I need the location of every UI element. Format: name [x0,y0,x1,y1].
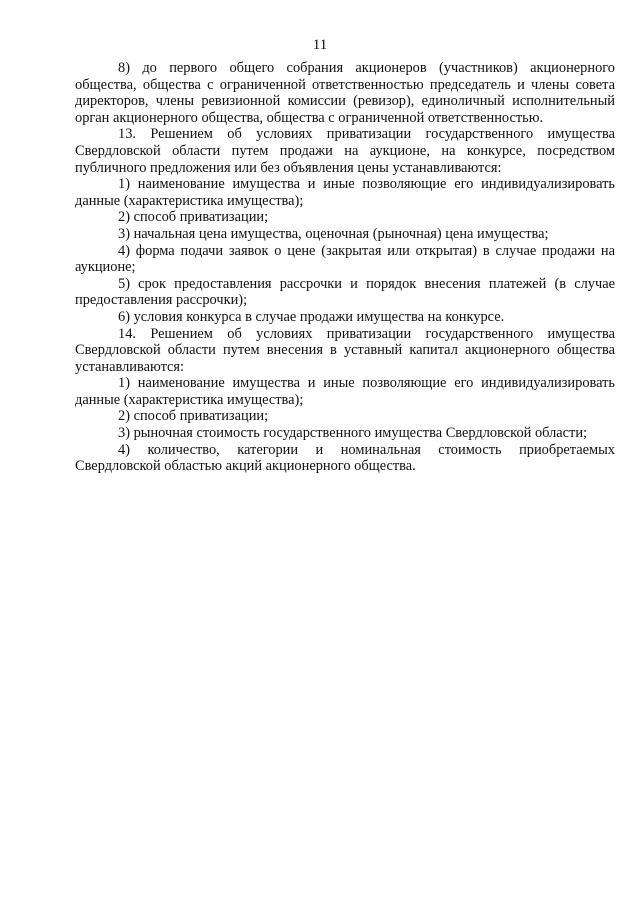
paragraph-14-capital-contribution: 14. Решением об условиях приватизации государственного имущества Свердловской области путем внесения в уставный капитал акционерного общества устанавливаются: [75,325,615,375]
document-body [75,60,615,475]
paragraph-14-item-2: 2) способ приватизации; [118,408,269,425]
paragraph-13-auction-conditions: 13. Решением об условиях приватизации государственного имущества Свердловской области путем продажи на аукционе, на конкурсе, посредством публичного предложения или без объявления цены устанавливаются: [75,126,615,176]
paragraph-8-board-members: 8) до первого общего собрания акционеров (участников) акционерного общества, общества с ограниченной ответственностью председатель и члены совета директоров, члены ревизионной комиссии (ревизор), единоличный исполнительный орган акционерного общества, общества с ограниченной ответственностью. [75,60,615,126]
paragraph-14-item-4: 4) количество, категории и номинальная стоимость приобретаемых Свердловской областью акций акционерного общества. [75,441,615,475]
paragraph-13-item-4: 4) форма подачи заявок о цене (закрытая или открытая) в случае продажи на аукционе; [75,242,615,276]
paragraph-14-item-3: 3) рыночная стоимость государственного имущества Свердловской области; [118,425,588,442]
paragraph-13-item-1: 1) наименование имущества и иные позволяющие его индивидуализировать данные (характеристика имущества); [75,176,615,209]
paragraph-13-item-5: 5) срок предоставления рассрочки и порядок внесения платежей (в случае предоставления рассрочки); [75,275,615,309]
page-number: 11 [312,37,328,53]
paragraph-13-item-2: 2) способ приватизации; [118,209,269,226]
paragraph-14-item-1: 1) наименование имущества и иные позволяющие его индивидуализировать данные (характеристика имущества); [75,375,615,408]
paragraph-13-item-6: 6) условия конкурса в случае продажи имущества на конкурсе. [118,308,505,325]
paragraph-13-item-3: 3) начальная цена имущества, оценочная (рыночная) цена имущества; [118,225,549,242]
